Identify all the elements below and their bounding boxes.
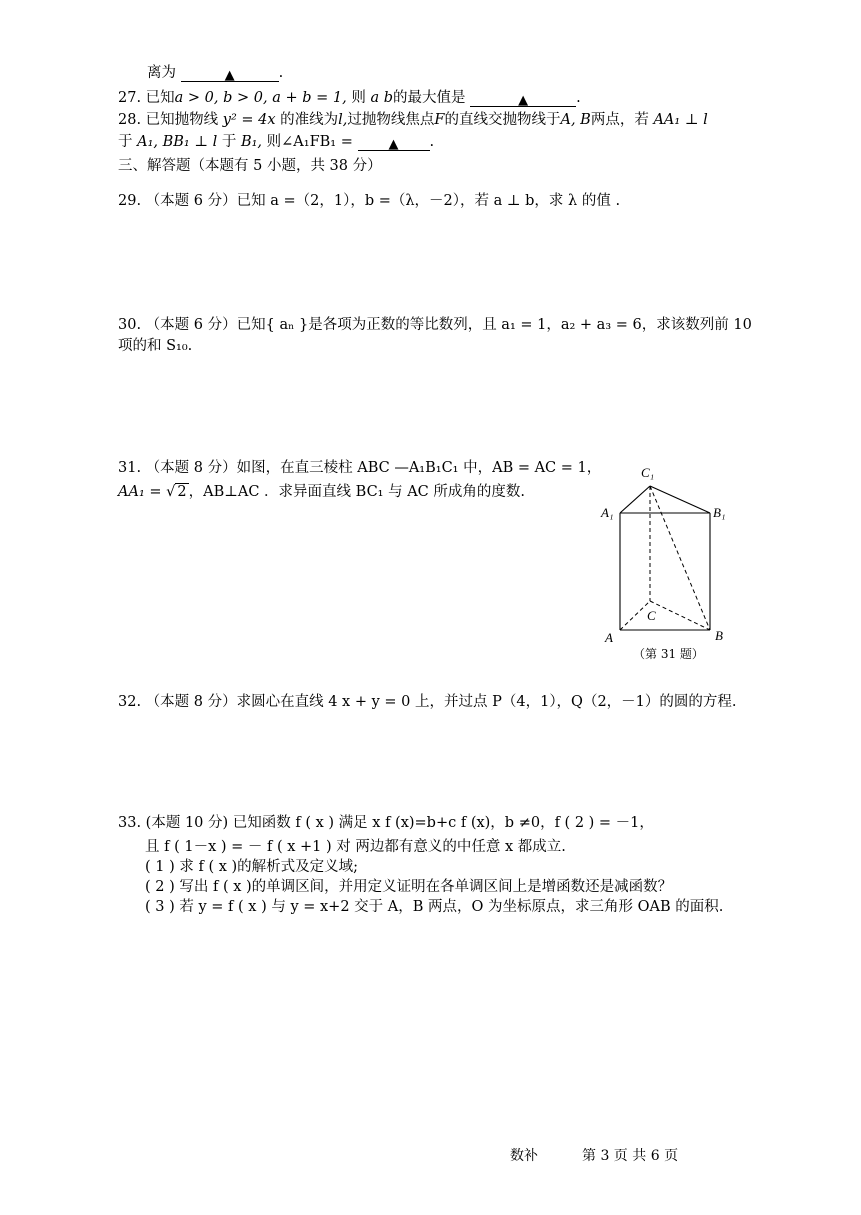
question-number: 32. — [118, 694, 142, 710]
q28-symbol: F — [434, 112, 445, 128]
q28-symbol: A, B — [560, 112, 591, 128]
question-number: 30. — [118, 317, 142, 333]
q30-text: （本题 6 分）已知{ aₙ }是各项为正数的等比数列，且 a₁ = 1，a₂ + a₃ = 6，求该数列前 10 — [145, 317, 752, 333]
label-a1: A₁ — [601, 505, 614, 520]
q28-text: 于 — [221, 134, 237, 150]
question-number: 27. — [118, 90, 142, 106]
edge-c1b1 — [650, 486, 710, 513]
prism-figure — [595, 462, 745, 667]
label-c1: C₁ — [641, 465, 655, 480]
parabola-equation: y² = 4x — [222, 112, 276, 128]
label-b: B — [715, 628, 723, 643]
question-29 — [118, 192, 620, 210]
question-33-line2: 且 f ( 1－x ) = － f ( x +1 ) 对 两边都有意义的中任意 x 都成立. — [145, 839, 566, 855]
q31-text: AA₁ = — [118, 484, 162, 500]
question-30-line1 — [118, 316, 752, 334]
answer-blank — [470, 91, 576, 107]
q28-text: 两点，若 — [590, 112, 649, 128]
segment-bc1-hidden — [650, 486, 710, 630]
q28-text: 的准线为 — [280, 112, 339, 128]
q28-symbol: BB₁ ⊥ l — [162, 134, 218, 150]
q27-expression: a b — [370, 90, 393, 106]
question-28-line1 — [118, 111, 708, 129]
sqrt-value: 2 — [177, 484, 187, 500]
answer-marker: ▲ — [388, 137, 399, 152]
label-a: A — [605, 630, 613, 645]
question-number: 28. — [118, 112, 142, 128]
label-b1: B₁ — [713, 505, 726, 520]
edge-cb-hidden — [650, 601, 710, 630]
edge-a1c1 — [620, 486, 650, 513]
label-c: C — [647, 608, 656, 623]
footer-page-number: 第 3 页 共 6 页 — [582, 1148, 679, 1164]
prev-question-tail — [147, 64, 283, 82]
q27-text: 的最大值是 — [392, 90, 466, 106]
question-33-part1: ( 1 ) 求 f ( x )的解析式及定义域; — [145, 859, 359, 875]
question-33-part2: ( 2 ) 写出 f ( x )的单调区间，并用定义证明在各单调区间上是增函数还是减函数？ — [145, 879, 673, 895]
q28-text: 于 — [118, 134, 133, 150]
q28-symbol: A₁, — [137, 134, 159, 150]
answer-marker: ▲ — [518, 93, 529, 108]
question-number: 31. — [118, 460, 142, 476]
question-31-line2 — [118, 483, 525, 501]
punct: . — [278, 65, 284, 81]
punct: . — [576, 90, 581, 106]
q28-symbol: AA₁ ⊥ l — [653, 112, 708, 128]
q29-text: （本题 6 分）已知 a =（2，1），b =（λ，－2），若 a ⊥ b，求 λ 的值 . — [145, 193, 621, 209]
prev-tail-text: 离为 — [147, 65, 176, 81]
question-32 — [118, 693, 737, 711]
figure-caption: （第 31 题） — [633, 647, 704, 661]
edge-ac-hidden — [620, 601, 650, 630]
punct: . — [429, 134, 435, 150]
q28-text: 则∠A₁FB₁ = — [266, 134, 353, 150]
question-33-part3: ( 3 ) 若 y = f ( x ) 与 y = x+2 交于 A，B 两点，O 为坐标原点，求三角形 OAB 的面积. — [145, 899, 724, 915]
answer-blank — [181, 66, 279, 82]
question-number: 29. — [118, 193, 142, 209]
sqrt-expression: √ 2 — [166, 484, 187, 500]
section-header: 三、解答题（本题有 5 小题，共 38 分） — [118, 158, 382, 174]
q33-text: (本题 10 分) 已知函数 f ( x ) 满足 x f (x)=b+c f (x)，b ≠0，f ( 2 ) = －1， — [145, 815, 654, 831]
answer-marker: ▲ — [224, 68, 235, 83]
q31-text: ，AB⊥AC ．求异面直线 BC₁ 与 AC 所成角的度数. — [188, 484, 525, 500]
q28-text: 已知抛物线 — [145, 112, 219, 128]
q27-text: 则 — [351, 90, 366, 106]
q28-text: 的直线交抛物线于 — [444, 112, 561, 128]
q28-text: 过抛物线焦点 — [347, 112, 435, 128]
q28-symbol: l, — [338, 112, 348, 128]
question-33-line1 — [118, 814, 654, 832]
q28-symbol: B₁, — [240, 134, 263, 150]
q32-text: （本题 8 分）求圆心在直线 4 x + y = 0 上，并过点 P（4，1），Q（2，－1）的圆的方程. — [145, 694, 737, 710]
question-30-line2: 项的和 S₁₀. — [118, 338, 193, 354]
q31-text: （本题 8 分）如图，在直三棱柱 ABC —A₁B₁C₁ 中，AB = AC = 1， — [145, 460, 602, 476]
question-31-line1 — [118, 459, 601, 477]
q27-condition: a > 0, b > 0, a + b = 1, — [174, 90, 347, 106]
question-28-line2 — [118, 133, 434, 151]
answer-blank — [358, 135, 430, 151]
footer-subject: 数补 — [510, 1148, 538, 1164]
question-number: 33. — [118, 815, 142, 831]
q27-text: 已知 — [145, 90, 175, 106]
question-27 — [118, 89, 581, 107]
